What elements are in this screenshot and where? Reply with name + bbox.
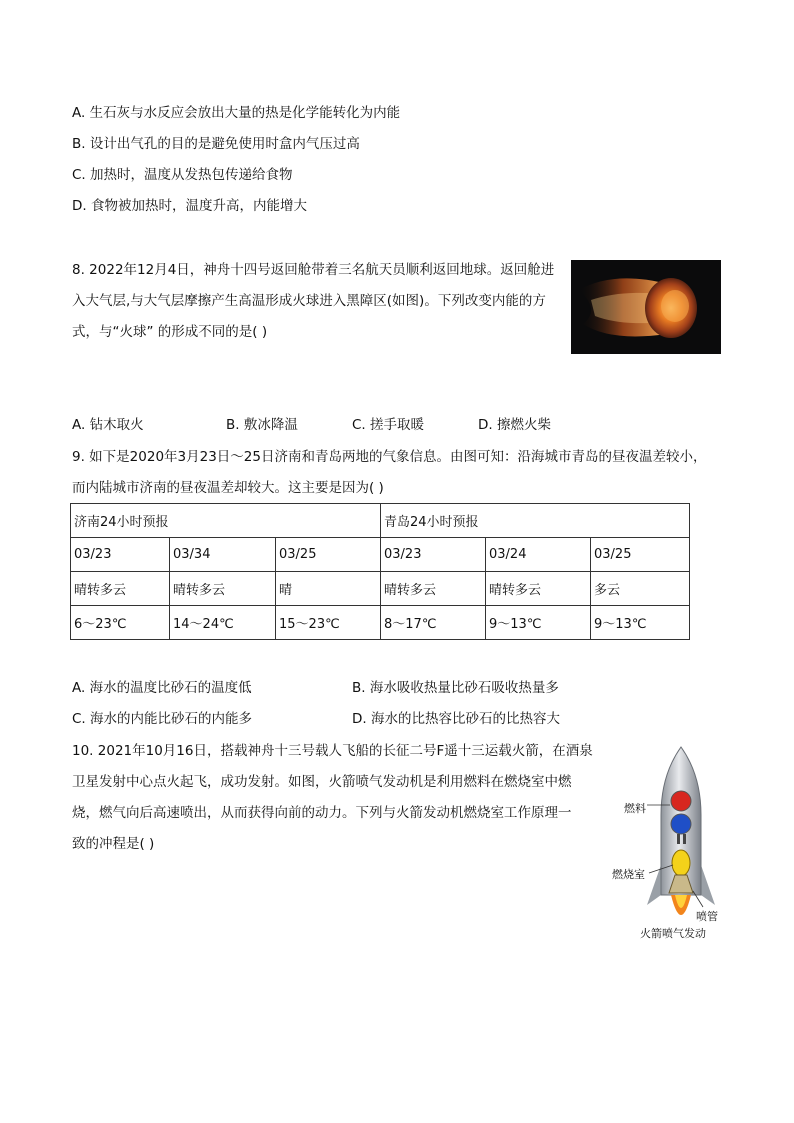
q7-option-d: D. 食物被加热时，温度升高，内能增大 — [72, 198, 307, 214]
table-cell-temperature: 9～13℃ — [486, 606, 591, 640]
table-cell-date: 03/25 — [276, 538, 381, 572]
q8-stem-line-1: 8. 2022年12月4日，神舟十四号返回舱带着三名航天员顺利返回地球。返回舱进 — [72, 262, 555, 278]
table-row — [71, 572, 690, 606]
fuel-label: 燃料 — [624, 802, 646, 815]
q8-stem-line-2: 入大气层,与大气层摩擦产生高温形成火球进入黑障区(如图)。下列改变内能的方 — [72, 293, 546, 309]
table-cell-date: 03/34 — [170, 538, 276, 572]
q10-stem-line-2: 卫星发射中心点火起飞，成功发射。如图，火箭喷气发动机是利用燃料在燃烧室中燃 — [72, 774, 572, 790]
q8-option-a: A. 钻木取火 — [72, 417, 144, 433]
q7-option-c: C. 加热时，温度从发热包传递给食物 — [72, 167, 293, 183]
table-cell-date: 03/23 — [71, 538, 170, 572]
q7-option-a: A. 生石灰与水反应会放出大量的热是化学能转化为内能 — [72, 105, 401, 121]
q8-option-b: B. 敷冰降温 — [226, 417, 298, 433]
table-cell-temperature: 8～17℃ — [381, 606, 486, 640]
table-cell-temperature: 14～24℃ — [170, 606, 276, 640]
weather-forecast-table — [70, 503, 690, 640]
nozzle-label: 喷管 — [696, 910, 718, 923]
table-row — [71, 606, 690, 640]
table-row — [71, 504, 690, 538]
q10-stem-line-3: 烧，燃气向后高速喷出，从而获得向前的动力。下列与火箭发动机燃烧室工作原理一 — [72, 805, 572, 821]
q8-option-d: D. 擦燃火柴 — [478, 417, 551, 433]
table-cell-temperature: 15～23℃ — [276, 606, 381, 640]
combustion-chamber-label: 燃烧室 — [612, 868, 645, 881]
q8-option-c: C. 搓手取暖 — [352, 417, 425, 433]
q10-stem-line-1: 10. 2021年10月16日，搭载神舟十三号载人飞船的长征二号F遥十三运载火箭，在酒泉 — [72, 743, 593, 759]
table-cell-temperature: 6～23℃ — [71, 606, 170, 640]
table-cell-weather: 晴转多云 — [381, 572, 486, 606]
table-cell-weather: 晴 — [276, 572, 381, 606]
table-cell-date: 03/23 — [381, 538, 486, 572]
q9-option-b: B. 海水吸收热量比砂石吸收热量多 — [352, 680, 559, 696]
table-row — [71, 538, 690, 572]
table-cell-date: 03/24 — [486, 538, 591, 572]
fireball-reentry-image — [571, 260, 721, 354]
qingdao-forecast-header: 青岛24小时预报 — [381, 504, 690, 538]
q8-stem-line-3: 式，与“火球” 的形成不同的是( ) — [72, 324, 268, 340]
q9-option-d: D. 海水的比热容比砂石的比热容大 — [352, 711, 560, 727]
q9-stem-line-2: 而内陆城市济南的昼夜温差却较大。这主要是因为( ) — [72, 480, 384, 496]
table-cell-weather: 多云 — [591, 572, 690, 606]
q9-stem-line-1: 9. 如下是2020年3月23日～25日济南和青岛两地的气象信息。由图可知：沿海城市青岛的昼夜温差较小， — [72, 449, 707, 465]
table-cell-weather: 晴转多云 — [170, 572, 276, 606]
figure-caption: 火箭喷气发动 — [640, 927, 706, 940]
jinan-forecast-header: 济南24小时预报 — [71, 504, 381, 538]
q10-stem-line-4: 致的冲程是( ) — [72, 836, 155, 852]
rocket-engine-diagram — [605, 745, 735, 945]
table-cell-date: 03/25 — [591, 538, 690, 572]
table-cell-weather: 晴转多云 — [486, 572, 591, 606]
q9-option-c: C. 海水的内能比砂石的内能多 — [72, 711, 253, 727]
table-cell-weather: 晴转多云 — [71, 572, 170, 606]
table-cell-temperature: 9～13℃ — [591, 606, 690, 640]
q7-option-b: B. 设计出气孔的目的是避免使用时盒内气压过高 — [72, 136, 360, 152]
q9-option-a: A. 海水的温度比砂石的温度低 — [72, 680, 252, 696]
